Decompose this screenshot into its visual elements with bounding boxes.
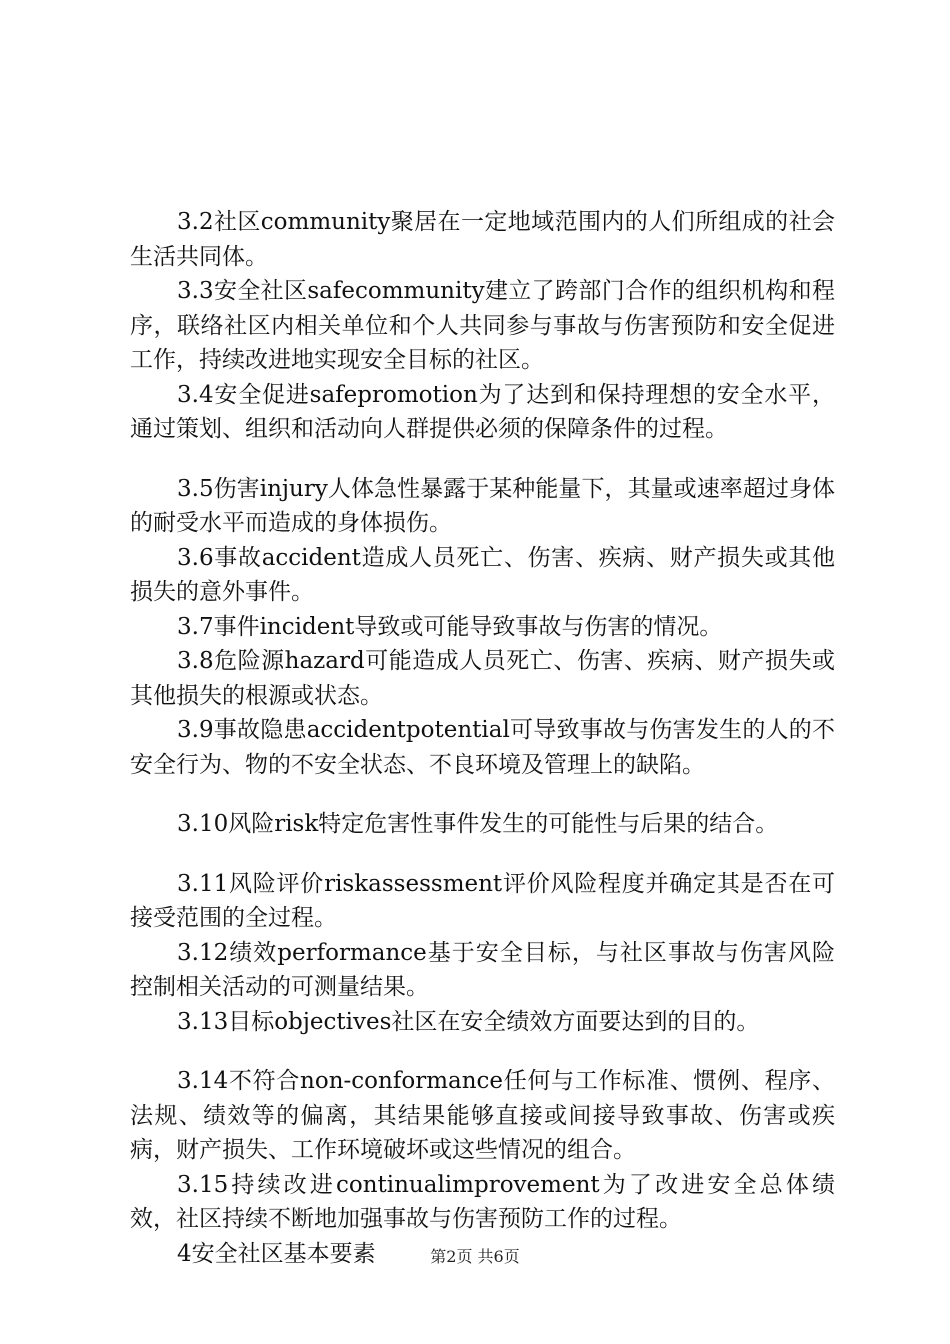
paragraph-3-11: 3.11风险评价riskassessment评价风险程度并确定其是否在可接受范围的全过程。 (130, 870, 835, 931)
paragraph-3-5: 3.5伤害injury人体急性暴露于某种能量下，其量或速率超过身体的耐受水平而造成的身体损伤。 (130, 475, 835, 536)
page-number-label: 第2页 共6页 (430, 1247, 520, 1266)
paragraph-3-8: 3.8危险源hazard可能造成人员死亡、伤害、疾病、财产损失或其他损失的根源或状态。 (130, 648, 835, 709)
paragraph-3-13: 3.13目标objectives社区在安全绩效方面要达到的目的。 (177, 1008, 760, 1035)
paragraph-3-4: 3.4安全促进safepromotion为了达到和保持理想的安全水平，通过策划、组织和活动向人群提供必须的保障条件的过程。 (130, 381, 835, 442)
paragraph-3-7: 3.7事件incident导致或可能导致事故与伤害的情况。 (177, 613, 723, 640)
paragraph-3-14: 3.14不符合non-conformance任何与工作标准、惯例、程序、法规、绩效等的偏离，其结果能够直接或间接导致事故、伤害或疾病，财产损失、工作环境破坏或这些情况的组合。 (130, 1068, 835, 1163)
paragraph-3-12: 3.12绩效performance基于安全目标，与社区事故与伤害风险控制相关活动的可测量结果。 (130, 939, 835, 1000)
paragraph-3-9: 3.9事故隐患accidentpotential可导致事故与伤害发生的人的不安全行为、物的不安全状态、不良环境及管理上的缺陷。 (130, 717, 835, 778)
paragraph-3-3: 3.3安全社区safecommunity建立了跨部门合作的组织机构和程序，联络社区内相关单位和个人共同参与事故与伤害预防和安全促进工作，持续改进地实现安全目标的社区。 (130, 278, 835, 373)
paragraph-3-10: 3.10风险risk特定危害性事件发生的可能性与后果的结合。 (177, 811, 779, 837)
paragraph-3-6: 3.6事故accident造成人员死亡、伤害、疾病、财产损失或其他损失的意外事件。 (130, 544, 835, 605)
paragraph-3-15: 3.15持续改进continualimprovement为了改进安全总体绩效，社区持续不断地加强事故与伤害预防工作的过程。 (130, 1171, 835, 1232)
page-footer (0, 1244, 950, 1267)
paragraph-3-2: 3.2社区community聚居在一定地域范围内的人们所组成的社会生活共同体。 (130, 209, 835, 270)
document-body (130, 205, 835, 1271)
section-heading-4: 4安全社区基本要素 (177, 1240, 376, 1267)
